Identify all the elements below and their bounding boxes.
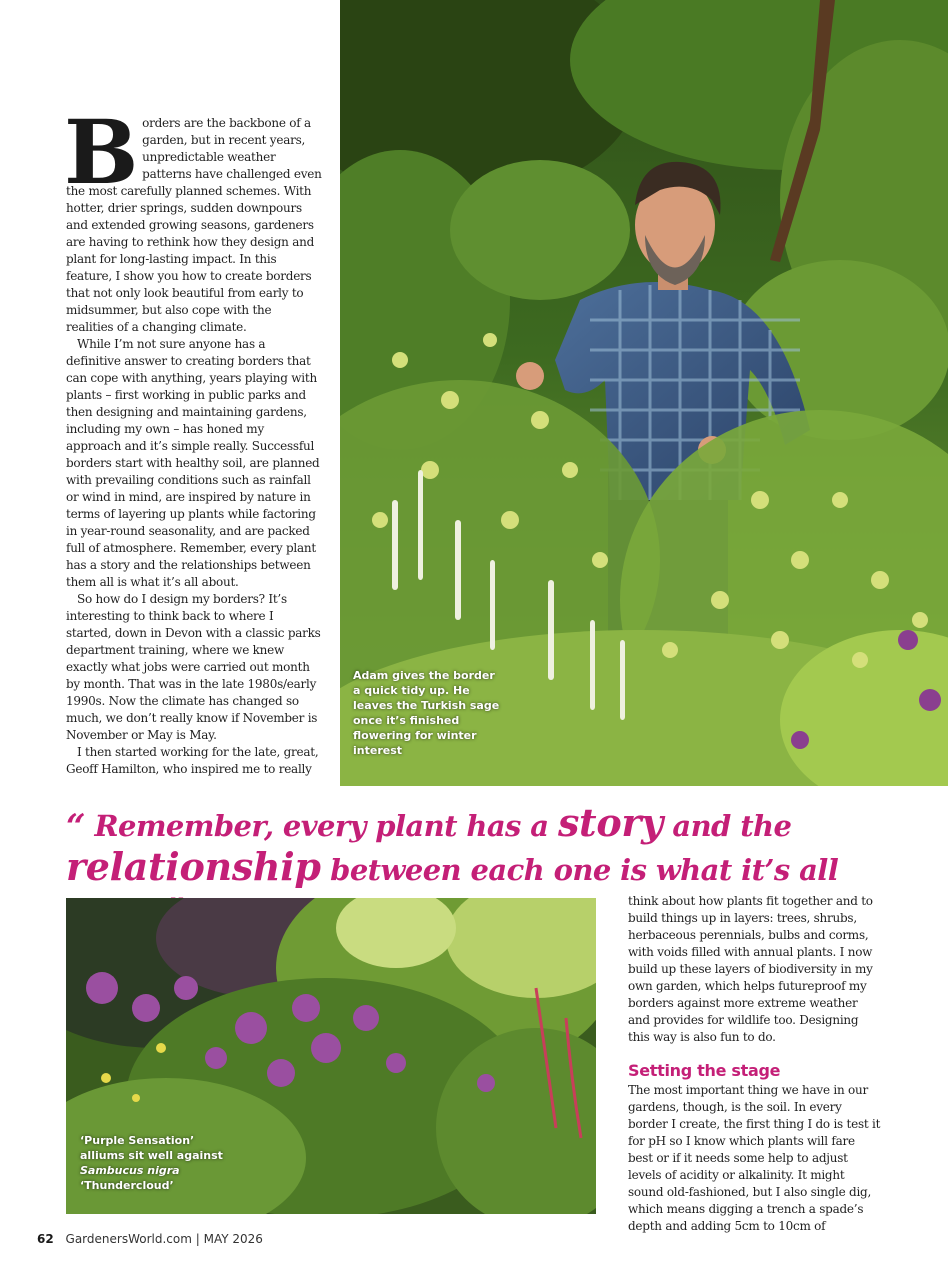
article-paragraph-1: Borders are the backbone of a garden, but in recent years, unpredictable weather patterns have challenged even the most carefully planned schemes. With hotter, drier springs, sudden downpours and extended growing seasons, gardeners are having to rethink how they design and plant for long-lasting impact. In this feature, I show you how to create borders that not only look beautiful from early to midsummer, but also cope with the realities of a changing climate. bbox=[64, 100, 322, 334]
article-paragraph-6: The most important thing we have in our gardens, though, is the soil. In every border I create, the first thing I do is test it for pH so I know which plants will fare best or if it needs some help to adjust levels of acidity or alkalinity. It might sound old-fashioned, but I also single dig, which means digging a trench a spade’s depth and adding 5cm to 10cm of bbox=[628, 1083, 881, 1233]
footer-separator: | bbox=[195, 1232, 200, 1246]
pull-quote-emphasis-story: story bbox=[557, 800, 663, 845]
article-column-right bbox=[628, 893, 882, 1235]
article-column-left bbox=[64, 100, 322, 778]
drop-cap: B bbox=[64, 100, 139, 204]
pull-quote-part-2: and the bbox=[672, 809, 792, 843]
pull-quote-part-1: Remember, every plant has a bbox=[94, 809, 549, 843]
footer-site: GardenersWorld.com bbox=[65, 1232, 192, 1246]
article-paragraph-4: I then started working for the late, great, Geoff Hamilton, who inspired me to really bbox=[66, 745, 319, 776]
alliums-caption-text-a: ‘Purple Sensation’ alliums sit well against bbox=[80, 1134, 223, 1162]
section-subhead: Setting the stage bbox=[628, 1061, 781, 1080]
page-number: 62 bbox=[37, 1232, 54, 1246]
article-paragraph-3: So how do I design my borders? It’s interesting to think back to where I started, down in Devon with a classic parks department training, where we knew exactly what jobs were carried out month by month. That was in the late 1980s/early 1990s. Now the climate has changed so much, we don’t really know if November is November or May is May. bbox=[66, 592, 321, 742]
article-paragraph-5: think about how plants fit together and to build things up in layers: trees, shrubs, herbaceous perennials, bulbs and corms, with voids filled with annual plants. I now build up these layers of biodiversity in my own garden, which helps futureproof my borders against more extreme weather and provides for wildlife too. Designing this way is also fun to do. bbox=[628, 894, 873, 1044]
article-paragraph-2: While I’m not sure anyone has a definitive answer to creating borders that can cope with anything, years playing with plants – first working in public parks and then designing and maintaining gardens, including my own – has honed my approach and it’s simple really. Successful borders start with healthy soil, are planned with prevailing conditions such as rainfall or wind in mind, are inspired by nature in terms of layering up plants while factoring in year-round seasonality, and are packed full of atmosphere. Remember, every plant has a story and the relationships between them all is what it’s all about. bbox=[66, 337, 320, 589]
hero-photo-caption: Adam gives the border a quick tidy up. He leaves the Turkish sage once it’s finished flowering for winter interest bbox=[353, 669, 500, 757]
pull-quote-emphasis-relationship: relationship bbox=[66, 844, 321, 889]
open-quote-mark: “ bbox=[66, 807, 85, 847]
alliums-photo-caption bbox=[80, 1133, 240, 1193]
footer-issue: MAY 2026 bbox=[203, 1232, 263, 1246]
alliums-caption-text-b: ‘Thundercloud’ bbox=[80, 1179, 174, 1192]
pull-quote-part-3: between each one is what it’s all bbox=[330, 853, 839, 887]
alliums-caption-latin-name: Sambucus nigra bbox=[80, 1164, 180, 1177]
page-footer bbox=[37, 1232, 263, 1246]
